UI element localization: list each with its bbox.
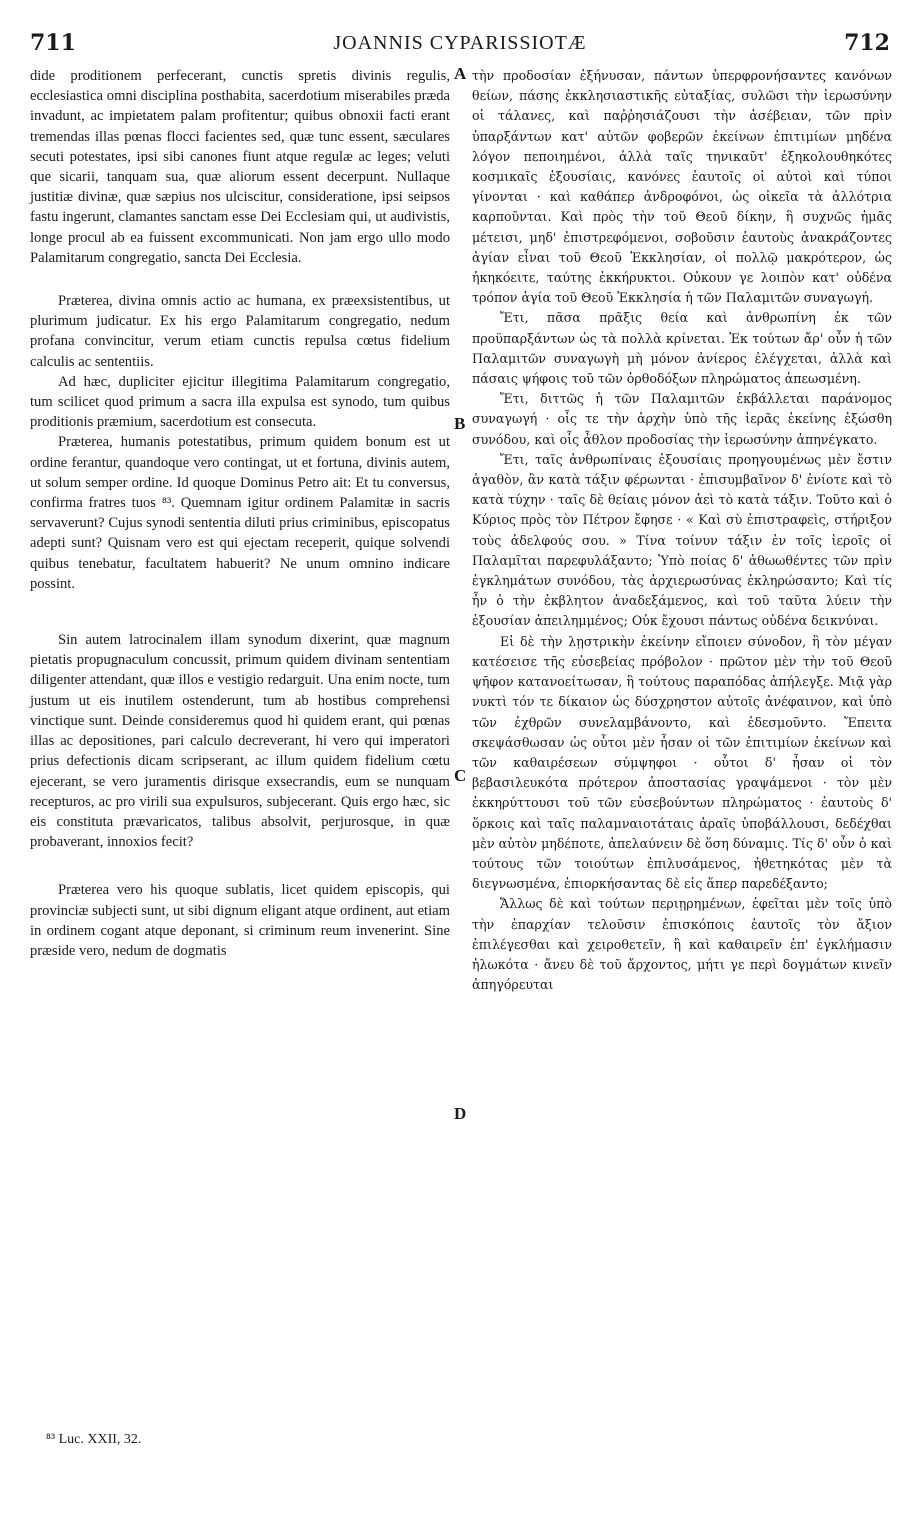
page-number-left: 711: [30, 30, 76, 56]
margin-mark-c: C: [454, 766, 467, 785]
greek-paragraph-5: Εἰ δὲ τὴν λῃστρικὴν ἐκείνην εἴποιεν σύνοδον, ἣ τὸν μέγαν κατέσεισε τῆς εὐσεβείας πρόβολον · πρῶτον μὲν τὴν τοῦ Θεοῦ ψῆφον κατανοείτωσαν, ἣ τούτους παραπόδας ἀπήλεγξε. Μιᾷ γὰρ νυκτὶ τόν τε δίκαιον ὡς δύσχρηστον αὐτοῖς ἀνέφαινον, καὶ ὑπὸ τῶν ἐχθρῶν συνελαμβάνοντο, καὶ ἐδεσμοῦντο. Ἔπειτα σκεψάσθωσαν ὡς οὗτοι μὲν ἦσαν οἱ τῶν ἐπιτιμίων ἐκείνων καὶ τῶν καθαιρέσεων σύμψηφοι · οὗτοι δ' ἦσαν οἱ τὸν βεβασιλευκότα πρότερον ἀποστασίας γραψάμενοι · τὸν μὲν ἐκκηρύττουσι τοῦ τῶν εὐσεβούντων πληρώματος · ἑαυτοὺς δ' ὅρκοις καὶ ταῖς παλαμναιοτάταις ἀραῖς ὑποβάλλουσι, δεδέχθαι μὲν αὐτὸν μηδέποτε, ἀπελαύνειν δὲ ὅση δύναμις. Τίς δ' οὖν ὁ καὶ τούτους τῶν τοιούτων ἐπιλυσάμενος, ἠθετηκότας μὲν τὰ διεγνωσμένα, ἐπιορκήσαντας δὲ εἰς ἅπερ παρεδέξαντο;: [472, 633, 892, 892]
greek-column: [472, 66, 892, 995]
greek-paragraph-2: Ἔτι, πᾶσα πρᾶξις θεία καὶ ἀνθρωπίνη ἐκ τῶν προϋπαρξάντων ὡς τὰ πολλὰ κρίνεται. Ἐκ τούτων ἄρ' οὖν ἡ τῶν Παλαμιτῶν συναγωγὴ μὴ μόνον ἀνίερος ἐλέγχεται, ἀλλὰ καὶ πάσαις ψήφοις τοῦ τῶν ὀρθοδόξων πληρώματος ἀπεωσμένη.: [472, 310, 892, 387]
latin-paragraph-4: Præterea, humanis potestatibus, primum quidem bonum est ut ordine ferantur, quandoque vero contingat, ut et fortuna, divinis autem, ut solum semper ordine. Id quoque Dominus Petro ait: Et tu conversus, confirma fratres tuos ⁸³. Quemnam igitur ordinem Palamitæ in sacris servaverunt? Cujus synodi sententia diluti prius criminibus, episcopatus adepti sunt? Quisnam vero est qui ejectam receperit, quique solvendi quibus tenebatur, facultatem habuerit? Ne unum omnino indicare possint.: [30, 434, 450, 592]
margin-mark-d: D: [454, 1104, 467, 1123]
latin-column: [30, 66, 450, 961]
greek-paragraph-4: Ἔτι, ταῖς ἀνθρωπίναις ἐξουσίαις προηγουμένως μὲν ἔστιν ἀγαθὸν, ἂν κατὰ τάξιν φέρωνται · ἐπισυμβαῖνον δ' ἐνίοτε καὶ τὸ κατὰ τύχην · ταῖς δὲ θείαις μόνον ἀεὶ τὸ κατὰ τάξιν. Τοῦτο καὶ ὁ Κύριος πρὸς τὸν Πέτρον ἔφησε · « Καὶ σὺ ἐπιστραφεὶς, στήριξον τοὺς ἀδελφούς σου. » Τίνα τοίνυν τάξιν ἐν τοῖς ἱεροῖς οἱ Παλαμῖται παρεφυλάξαντο; Ὑπὸ ποίας δ' ἀθωωθέντες τῶν πρὶν ἐγκλημάτων συνόδου, τὰς ἀρχιερωσύνας ἐκληρώσαντο; Καὶ τίς ἦν ὁ τὴν ἐκβλητον ἀναδεξάμενος, καὶ τοῦ ταῦτα λύειν τὴν ἐξουσίαν ἀπειλημμένος; Οὐκ ἔχουσι πάντως οὐδένα δεικνύναι.: [472, 451, 892, 629]
greek-paragraph-1: τὴν προδοσίαν ἐξήνυσαν, πάντων ὑπερφρονήσαντες κανόνων θείων, πάσης ἐκκλησιαστικῆς εὐταξίας, συλῶσι τὴν ἱερωσύνην οἱ τάλανες, καὶ παῤῥησιάζουσι τὴν ἀσέβειαν, τῶν πρὶν ὑπαρξάντων κατ' αὐτῶν φοβερῶν ἐκείνων ἐπιτιμίων μηδένα λόγον πεποιημένοι, ἀλλὰ ταῖς τηνικαῦτ' ἐξηκολουθηκότες κοσμικαῖς ἐξουσίαις, κανόνες ἑαυτοῖς οἱ αὐτοὶ καὶ τύποι γίνονται · καὶ καθάπερ ἀνδροφόνοι, ὡς οἰκεῖα τὰ ἀλλότρια καρποῦνται. Καὶ πρὸς τὴν τοῦ Θεοῦ δίκην, ἣ συχνῶς ἡμᾶς μέτεισι, μηδ' ἐπιστρεφόμενοι, σοβοῦσιν ἑαυτοὺς ἀνακράζοντες ἁγίαν εἶναι τοῦ Θεοῦ Ἐκκλησίαν, οἱ πολλῷ μακρότερον, ὡς ἠκηκόειτε, ταύτης ἐκκήρυκτοι. Οὐκουν γε λοιπὸν κατ' οὐδένα τρόπον ἁγία τοῦ Θεοῦ Ἐκκλησία ἡ τῶν Παλαμιτῶν συναγωγή.: [472, 68, 892, 306]
greek-paragraph-6: Ἄλλως δὲ καὶ τούτων περιῃρημένων, ἐφεῖται μὲν τοῖς ὑπὸ τὴν ἐπαρχίαν τελοῦσιν ἐπισκόποις ἑαυτοῖς τὸν ἄξιον ἐπιλέγεσθαι καὶ χειροθετεῖν, ἢ καὶ καθαιρεῖν ἐπ' ἐγκλήμασιν ἡλωκότα · ἄνευ δὲ τοῦ ἄρχοντος, μήτι γε περὶ δογμάτων κινεῖν ἀπηγόρευται: [472, 896, 892, 993]
margin-mark-a: A: [454, 64, 467, 83]
running-title: JOANNIS CYPARISSIOTÆ: [333, 32, 587, 54]
latin-paragraph-6: Præterea vero his quoque sublatis, licet quidem episcopis, qui provinciæ subjecti sunt, ut sibi dignum eligant atque ordinent, aut etiam in ordinem cogant atque deponant, si criminum reum invenerint. Sine præside vero, nedum de dogmatis: [30, 882, 450, 959]
latin-paragraph-3: Ad hæc, dupliciter ejicitur illegitima Palamitarum congregatio, tum scilicet quod primum a sacra illa expulsa est synodo, tum quibus proditionis præmium, sacerdotium est consecuta.: [30, 373, 450, 431]
page-header: [30, 30, 890, 60]
greek-paragraph-3: Ἔτι, διττῶς ἡ τῶν Παλαμιτῶν ἐκβάλλεται παράνομος συναγωγή · οἷς τε τὴν ἀρχὴν ὑπὸ τῆς ἱερᾶς ἐκείνης ἐξώσθη συνόδου, καὶ οἷς ἆθλον προδοσίας τὴν ἱερωσύνην ἀπηνέγκατο.: [472, 391, 892, 447]
latin-paragraph-1: dide proditionem perfecerant, cunctis spretis divinis regulis, ecclesiastica omni disciplina posthabita, sacerdotium miserabiles præda invadunt, ac impietatem palam profitentur; quibus obnoxii facti erant tremendas illas pœnas flocci facientes sed, quæ tunc essent, sæculares secuti potestates, ipsi sibi canones fiunt atque regulæ ac leges; veluti que sicarii, tanquam sua, quæ aliorum essent decerpunt. Nullaque justitiæ divinæ, quæ sæpius nos ulciscitur, consideratione, ipsi seipsos fastu ingerunt, clamantes sanctam esse Dei Ecclesiam qui, ut audivistis, longe procul ab ea fuissent excommunicati. Non jam ergo ullo modo Palamitarum congregatio, sancta Dei Ecclesia.: [30, 68, 450, 266]
latin-paragraph-2: Præterea, divina omnis actio ac humana, ex præexsistentibus, ut plurimum judicatur. Ex his ergo Palamitarum congregatio, nedum profana convincitur, verum etiam cunctis repulsa cœtus fidelium calculis ac sententiis.: [30, 293, 450, 370]
margin-mark-b: B: [454, 414, 466, 433]
page-number-right: 712: [844, 30, 890, 56]
latin-paragraph-5: Sin autem latrocinalem illam synodum dixerint, quæ magnum pietatis propugnaculum concussit, primum quidem divinam sententiam diligenter attendant, quæ illos e vestigio redarguit. Una enim nocte, tum justum ut eis inutilem ostenderunt, tum ab hostibus comprehensi vinctique sunt. Deinde consideremus quod hi quidem erant, qui pœnas illas ac depositiones, pari calculo decreverant, hi vero qui imperatori prius defectionis dicam scripserant, ac illum quidem fidelium cœtu ejecerant, se vero juramentis dirisque exsecrandis, eum se nunquam recepturos, ac pro virili sua expulsuros, subjecerant. Quis ergo hæc, sic eis constituta prævaricatos, talibus absolvit, perjurosque, in quæ probaverant, innoxios fecit?: [30, 632, 450, 851]
footnote: ⁸³ Luc. XXII, 32.: [46, 1432, 142, 1447]
